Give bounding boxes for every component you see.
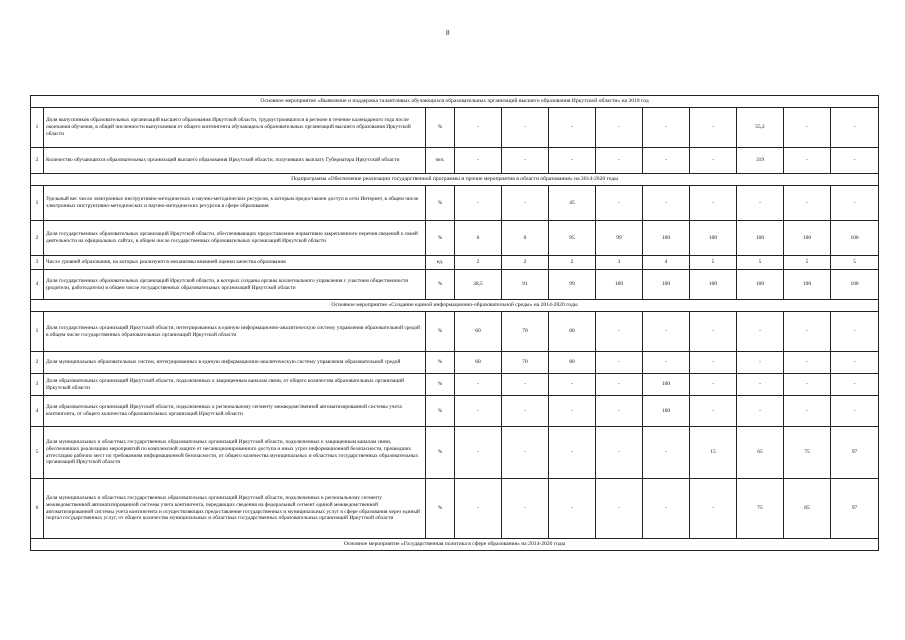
table-row bbox=[31, 312, 879, 352]
unit-cell: % bbox=[426, 427, 455, 479]
value-cell: - bbox=[690, 108, 737, 148]
value-cell: - bbox=[784, 374, 831, 396]
row-number: 3 bbox=[31, 256, 44, 270]
value-cell: - bbox=[549, 108, 596, 148]
value-cell: 99 bbox=[596, 221, 643, 256]
value-cell: 100 bbox=[690, 221, 737, 256]
value-cell: - bbox=[643, 479, 690, 539]
value-cell: 85 bbox=[784, 479, 831, 539]
table-row bbox=[31, 148, 879, 174]
value-cell: 75 bbox=[737, 479, 784, 539]
value-cell: - bbox=[643, 352, 690, 374]
value-cell: - bbox=[596, 352, 643, 374]
value-cell: - bbox=[549, 148, 596, 174]
section-header: Основное мероприятие «Создание единой информационно-образовательной среды» на 2014-2020 годы bbox=[31, 300, 879, 312]
value-cell: 100 bbox=[596, 270, 643, 300]
unit-cell: % bbox=[426, 374, 455, 396]
value-cell: 60 bbox=[455, 312, 502, 352]
value-cell: 0 bbox=[455, 221, 502, 256]
unit-cell: чел. bbox=[426, 148, 455, 174]
value-cell: - bbox=[502, 479, 549, 539]
value-cell: 100 bbox=[643, 270, 690, 300]
table-row bbox=[31, 479, 879, 539]
value-cell: 4 bbox=[643, 256, 690, 270]
table-row bbox=[31, 221, 879, 256]
section-header-row bbox=[31, 174, 879, 186]
value-cell: 65 bbox=[737, 427, 784, 479]
value-cell: - bbox=[690, 396, 737, 427]
row-number: 6 bbox=[31, 479, 44, 539]
value-cell: 70 bbox=[502, 352, 549, 374]
value-cell: - bbox=[502, 148, 549, 174]
section-header: Основное мероприятие «Выявление и поддержка талантливых обучающихся образовательных организаций высшего образования Иркутской области» на 2018 год bbox=[31, 96, 879, 108]
value-cell: 97 bbox=[831, 479, 879, 539]
value-cell: - bbox=[455, 374, 502, 396]
value-cell: - bbox=[831, 374, 879, 396]
value-cell: 100 bbox=[643, 221, 690, 256]
row-number: 1 bbox=[31, 312, 44, 352]
value-cell: - bbox=[643, 148, 690, 174]
value-cell: - bbox=[643, 108, 690, 148]
value-cell: 38,5 bbox=[455, 270, 502, 300]
value-cell: - bbox=[831, 108, 879, 148]
unit-cell: % bbox=[426, 352, 455, 374]
table-row bbox=[31, 270, 879, 300]
value-cell: - bbox=[831, 352, 879, 374]
value-cell: - bbox=[737, 312, 784, 352]
indicator-name: Доля выпускников образовательных организаций высшего образования Иркутской области, трудоустроившихся в регионе в течение календарного года после окончания обучения, в общей численности выпускников от общего контингента обучающихся образовательных организаций высшего образования Иркутской области bbox=[44, 108, 426, 148]
value-cell: 0 bbox=[502, 221, 549, 256]
unit-cell: % bbox=[426, 479, 455, 539]
indicator-name: Число уровней образования, на которых реализуются механизмы внешней оценки качества образования bbox=[44, 256, 426, 270]
value-cell: 75 bbox=[784, 427, 831, 479]
table-row bbox=[31, 108, 879, 148]
table-row bbox=[31, 352, 879, 374]
indicator-name: Удельный вес число электронных инструктивно-методических и научно-методических ресурсов, к которым предоставлен доступ в сети Интернет, в общем числе электронных инструктивно-методических и научно-методических ресурсов в сфере образования bbox=[44, 186, 426, 221]
row-number: 1 bbox=[31, 186, 44, 221]
row-number: 5 bbox=[31, 427, 44, 479]
value-cell: - bbox=[455, 148, 502, 174]
value-cell: 100 bbox=[784, 270, 831, 300]
value-cell: 100 bbox=[831, 270, 879, 300]
table-row bbox=[31, 256, 879, 270]
indicator-name: Количество обучающихся образовательных организаций высшего образования Иркутской области, получивших выплату Губернатора Иркутской области bbox=[44, 148, 426, 174]
unit-cell: % bbox=[426, 108, 455, 148]
value-cell: 3 bbox=[596, 256, 643, 270]
row-number: 1 bbox=[31, 108, 44, 148]
value-cell: - bbox=[784, 108, 831, 148]
value-cell: - bbox=[643, 186, 690, 221]
value-cell: - bbox=[737, 374, 784, 396]
value-cell: 2 bbox=[502, 256, 549, 270]
value-cell: 99 bbox=[549, 270, 596, 300]
value-cell: - bbox=[596, 374, 643, 396]
value-cell: - bbox=[643, 312, 690, 352]
value-cell: 2 bbox=[549, 256, 596, 270]
indicator-name: Доля муниципальных и областных государственных образовательных организаций Иркутской области, подключенных к региональному сегменту межведомственной автоматизированной системы учета контингента, передающих сведения на федеральный сегмент единой межведомственной автоматизированной системы учета контингента и осуществляющих предоставление государственных и муниципальных услуг в сфере образования через единый портал государственных услуг, от общего количества муниципальных и областных государственных образовательных организаций Иркутской области bbox=[44, 479, 426, 539]
section-header: Подпрограмма «Обеспечение реализации государственной программы и прочие мероприятия в области образования» на 2014-2020 годы bbox=[31, 174, 879, 186]
value-cell: 100 bbox=[690, 270, 737, 300]
page-number: 8 bbox=[446, 29, 450, 37]
value-cell: 95 bbox=[549, 221, 596, 256]
unit-cell: % bbox=[426, 270, 455, 300]
indicator-name: Доля государственных организаций Иркутской области, интегрированных в единую информационно-аналитическую систему управления образовательной средой в общем числе государственных образовательных организаций Иркутской области bbox=[44, 312, 426, 352]
indicator-name: Доля муниципальных и областных государственных образовательных организаций Иркутской области, подключенных к защищенным каналам связи, обеспечивших реализацию мероприятий по комплексной защите от несанкционированного доступа и иных угроз информационной безопасности, прошедших аттестацию рабочих мест по требованиям информационной безопасности, от общего количества муниципальных и областных государственных образовательных организаций Иркутской области bbox=[44, 427, 426, 479]
value-cell: - bbox=[690, 186, 737, 221]
value-cell: - bbox=[690, 479, 737, 539]
value-cell: 91 bbox=[502, 270, 549, 300]
value-cell: - bbox=[549, 374, 596, 396]
value-cell: - bbox=[784, 148, 831, 174]
value-cell: - bbox=[831, 312, 879, 352]
value-cell: - bbox=[737, 186, 784, 221]
row-number: 2 bbox=[31, 221, 44, 256]
value-cell: - bbox=[455, 479, 502, 539]
value-cell: - bbox=[643, 427, 690, 479]
value-cell: - bbox=[502, 374, 549, 396]
value-cell: - bbox=[502, 396, 549, 427]
value-cell: 45 bbox=[549, 186, 596, 221]
unit-cell: % bbox=[426, 221, 455, 256]
value-cell: 97 bbox=[831, 427, 879, 479]
row-number: 4 bbox=[31, 396, 44, 427]
value-cell: - bbox=[596, 108, 643, 148]
value-cell: 70 bbox=[502, 312, 549, 352]
section-header-row bbox=[31, 300, 879, 312]
value-cell: - bbox=[502, 186, 549, 221]
row-number: 2 bbox=[31, 148, 44, 174]
indicator-table bbox=[30, 95, 879, 551]
value-cell: - bbox=[784, 352, 831, 374]
unit-cell: ед. bbox=[426, 256, 455, 270]
section-header: Основное мероприятие «Государственная политика в сфере образования» на 2014-2020 годы bbox=[31, 539, 879, 551]
value-cell: 5 bbox=[784, 256, 831, 270]
value-cell: 100 bbox=[643, 374, 690, 396]
table-row bbox=[31, 396, 879, 427]
unit-cell: % bbox=[426, 186, 455, 221]
table-row bbox=[31, 427, 879, 479]
value-cell: 60 bbox=[455, 352, 502, 374]
value-cell: 5 bbox=[737, 256, 784, 270]
value-cell: - bbox=[737, 396, 784, 427]
value-cell: 80 bbox=[549, 352, 596, 374]
indicator-name: Доля государственных образовательных организаций Иркутской области, в которых созданы органы коллегиального управления с участием общественности (родители, работодатели) в общем числе государственных образовательных организаций Иркутской области bbox=[44, 270, 426, 300]
value-cell: 100 bbox=[784, 221, 831, 256]
unit-cell: % bbox=[426, 396, 455, 427]
value-cell: - bbox=[596, 186, 643, 221]
value-cell: - bbox=[737, 352, 784, 374]
table-row bbox=[31, 186, 879, 221]
value-cell: - bbox=[596, 427, 643, 479]
value-cell: - bbox=[596, 396, 643, 427]
table-row bbox=[31, 374, 879, 396]
value-cell: - bbox=[455, 427, 502, 479]
value-cell: 55,2 bbox=[737, 108, 784, 148]
value-cell: - bbox=[549, 479, 596, 539]
value-cell: - bbox=[596, 479, 643, 539]
section-header-row bbox=[31, 96, 879, 108]
value-cell: - bbox=[831, 186, 879, 221]
value-cell: - bbox=[502, 108, 549, 148]
indicator-name: Доля муниципальных образовательных систем, интегрированных в единую информационно-аналитическую систему управления образовательной средой bbox=[44, 352, 426, 374]
value-cell: 2 bbox=[455, 256, 502, 270]
row-number: 2 bbox=[31, 352, 44, 374]
value-cell: 100 bbox=[643, 396, 690, 427]
value-cell: 5 bbox=[690, 256, 737, 270]
row-number: 4 bbox=[31, 270, 44, 300]
value-cell: 5 bbox=[831, 256, 879, 270]
value-cell: - bbox=[690, 312, 737, 352]
indicator-name: Доля образовательных организаций Иркутской области, подключенных к защищенным каналам связи, от общего количества образовательных организаций Иркутской области bbox=[44, 374, 426, 396]
value-cell: - bbox=[455, 186, 502, 221]
value-cell: - bbox=[784, 396, 831, 427]
value-cell: - bbox=[831, 396, 879, 427]
value-cell: - bbox=[596, 312, 643, 352]
value-cell: - bbox=[596, 148, 643, 174]
value-cell: 80 bbox=[549, 312, 596, 352]
value-cell: - bbox=[690, 148, 737, 174]
value-cell: - bbox=[690, 352, 737, 374]
value-cell: - bbox=[784, 312, 831, 352]
value-cell: 15 bbox=[690, 427, 737, 479]
section-header-row bbox=[31, 539, 879, 551]
value-cell: - bbox=[690, 374, 737, 396]
value-cell: 100 bbox=[831, 221, 879, 256]
value-cell: - bbox=[549, 396, 596, 427]
value-cell: - bbox=[784, 186, 831, 221]
value-cell: 100 bbox=[737, 270, 784, 300]
value-cell: - bbox=[502, 427, 549, 479]
unit-cell: % bbox=[426, 312, 455, 352]
value-cell: - bbox=[549, 427, 596, 479]
value-cell: - bbox=[455, 108, 502, 148]
value-cell: 319 bbox=[737, 148, 784, 174]
indicator-name: Доля государственных образовательных организаций Иркутской области, обеспечивающих предоставление нормативно закрепленного перечня сведений о своей деятельности на официальных сайтах, в общем числе государственных образовательных организаций Иркутской области bbox=[44, 221, 426, 256]
value-cell: - bbox=[455, 396, 502, 427]
indicator-name: Доля образовательных организаций Иркутской области, подключенных к региональному сегменту межведомственной автоматизированной системы учета контингента, от общего количества образовательных организаций Иркутской области bbox=[44, 396, 426, 427]
row-number: 3 bbox=[31, 374, 44, 396]
value-cell: 100 bbox=[737, 221, 784, 256]
value-cell: - bbox=[831, 148, 879, 174]
